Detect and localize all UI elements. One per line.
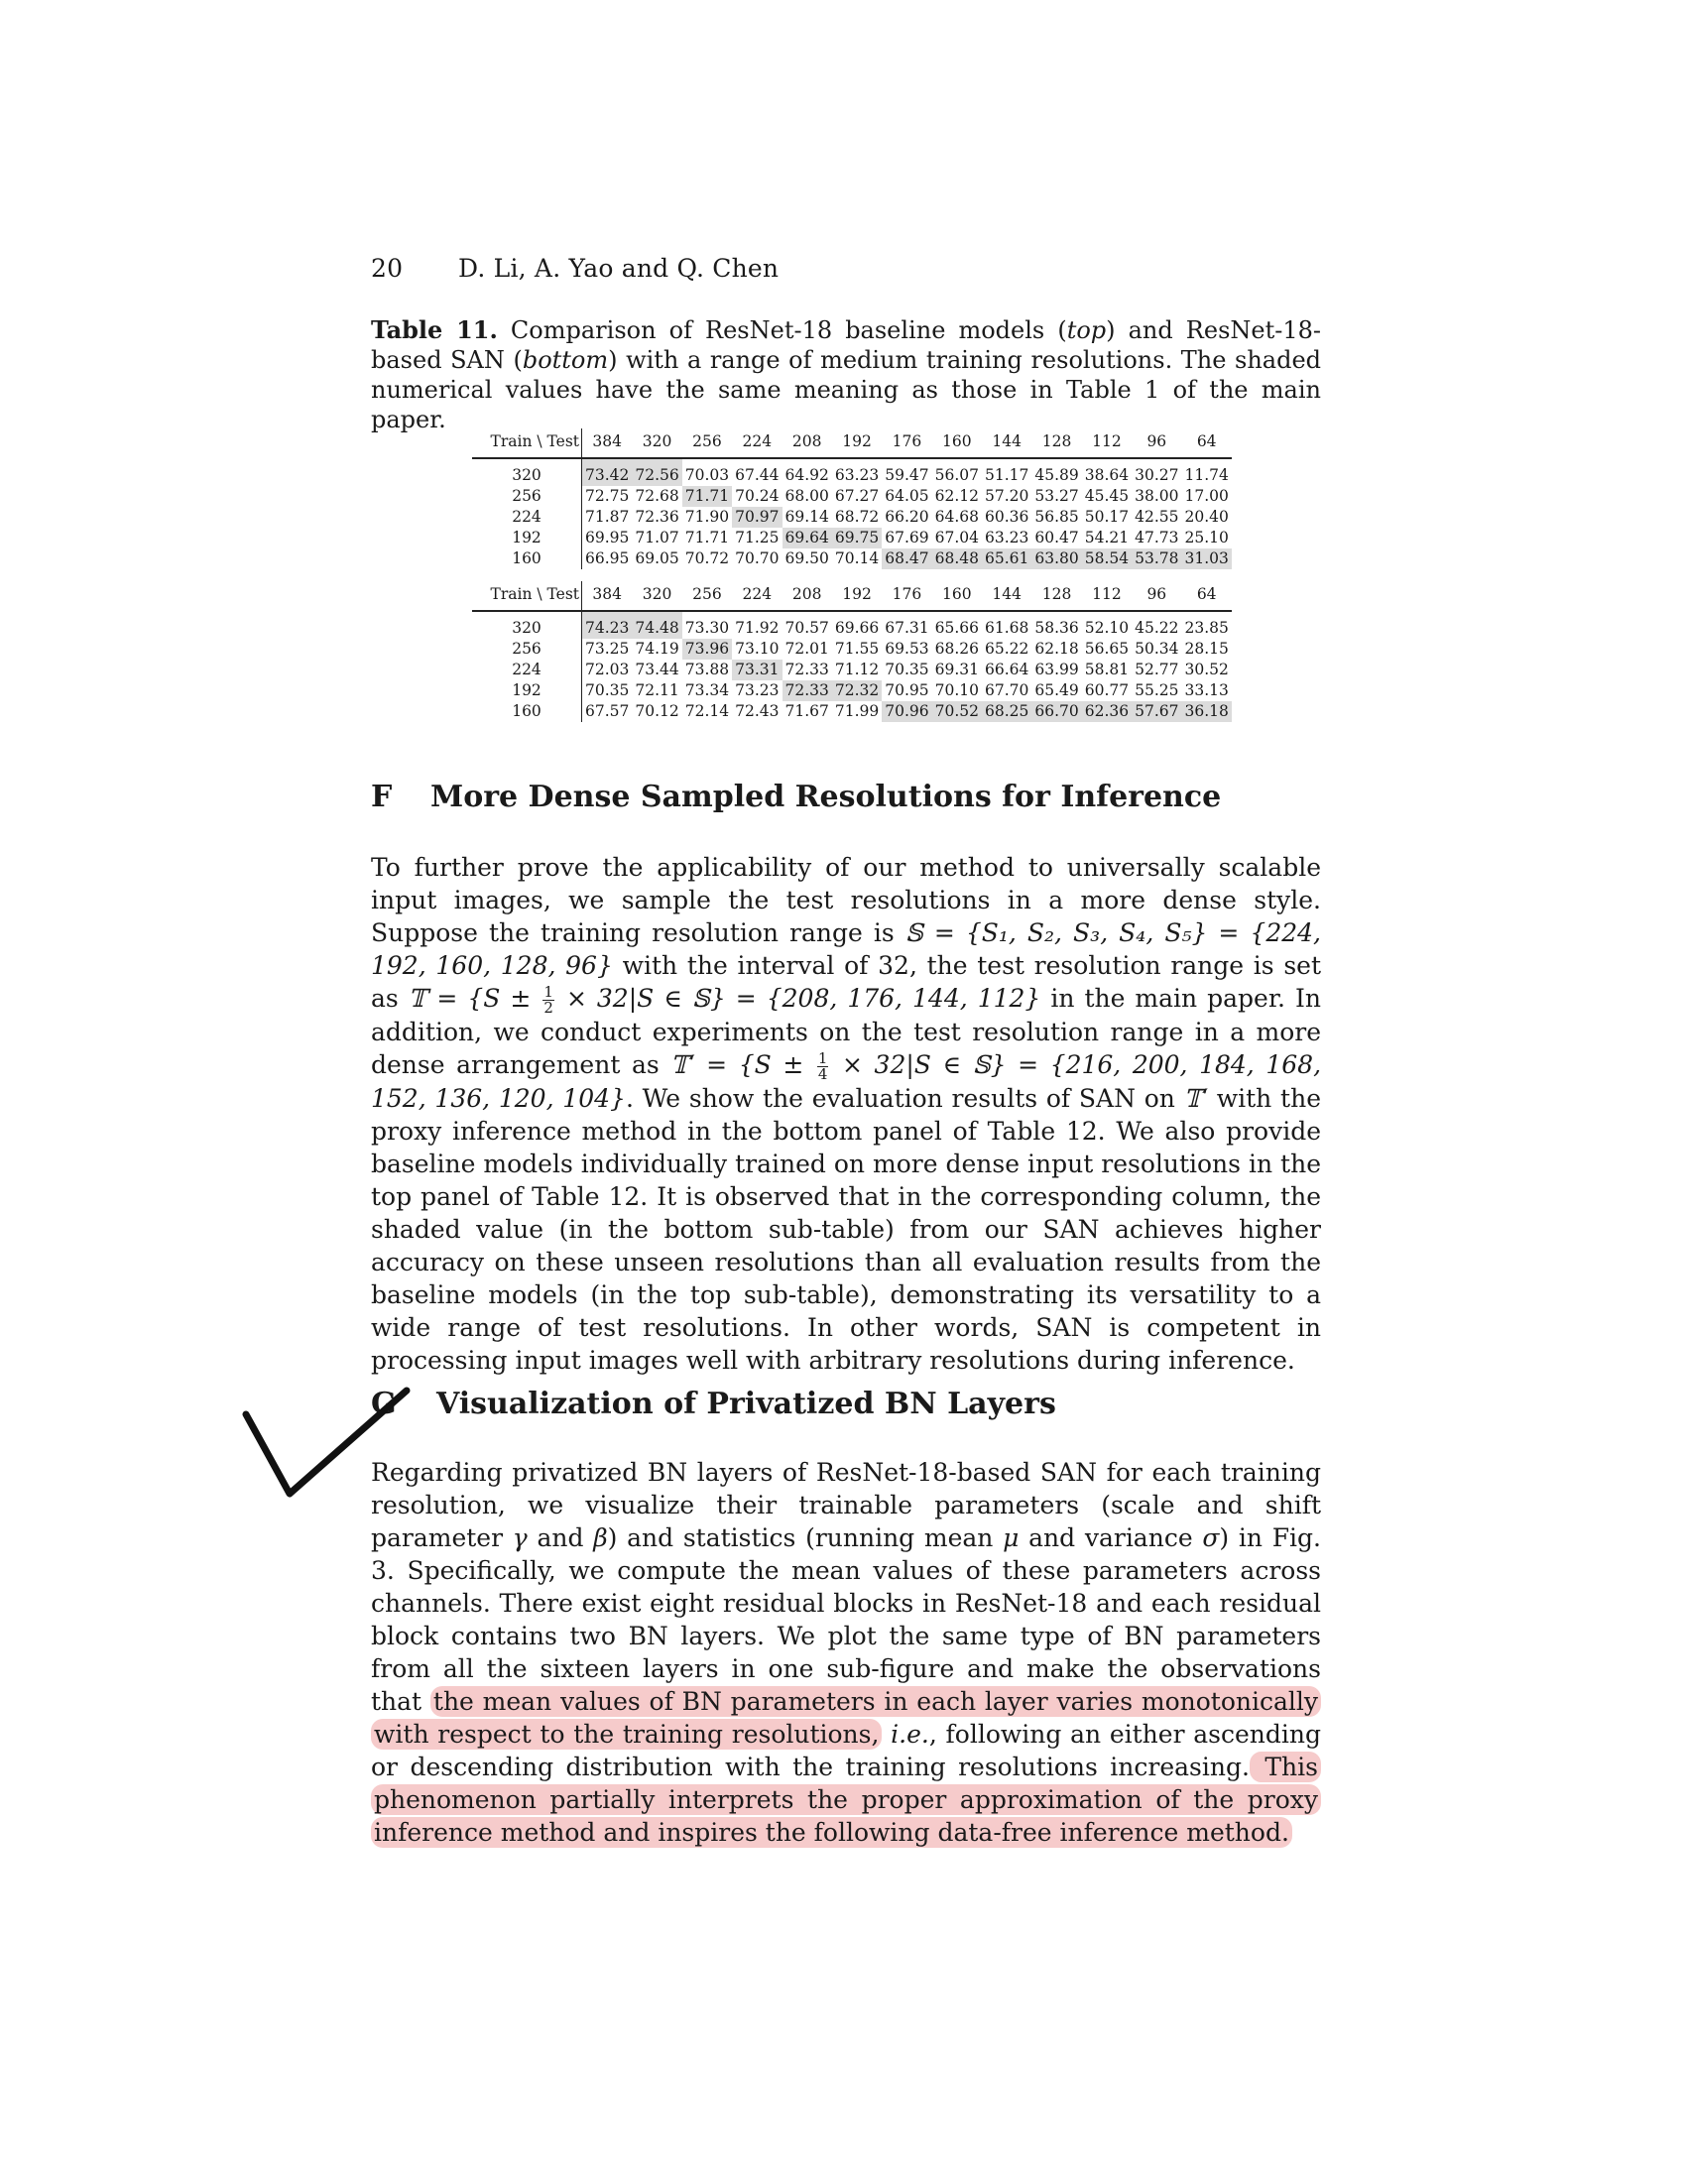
test-resolution-header: 256 xyxy=(682,428,732,458)
accuracy-cell: 63.99 xyxy=(1034,661,1079,678)
accuracy-cell: 69.53 xyxy=(885,640,929,658)
accuracy-cell: 57.67 xyxy=(1132,701,1181,722)
accuracy-cell: 69.66 xyxy=(834,619,880,637)
accuracy-cell: 71.12 xyxy=(834,661,880,678)
accuracy-cell: 72.68 xyxy=(635,487,679,505)
test-resolution-header: 128 xyxy=(1031,428,1081,458)
accuracy-cell: 71.67 xyxy=(784,702,829,720)
accuracy-cell: 74.48 xyxy=(632,611,681,639)
fraction-denominator: 2 xyxy=(543,999,553,1017)
page-number: 20 xyxy=(371,254,404,283)
accuracy-cell: 72.32 xyxy=(832,680,882,701)
test-resolution-header: 144 xyxy=(982,428,1031,458)
accuracy-cell: 53.27 xyxy=(1034,487,1079,505)
train-resolution-label: 256 xyxy=(472,639,582,660)
paragraph-text: with the proxy inference method in the bottom panel of Table 12. We also provide baseline models individually trained on more dense input resolutions in the top panel of Table 12. It is observed that in the corresponding column, the shaded value (in the bottom sub-table) from our SAN achieves higher accuracy on these unseen resolutions than all evaluation results from the baseline models (in the top sub-table), demonstrating its versatility to a wide range of test resolutions. In other words, SAN is competent in processing input images well with arbitrary resolutions during inference. xyxy=(371,1084,1321,1375)
accuracy-cell: 28.15 xyxy=(1184,640,1229,658)
accuracy-cell: 68.00 xyxy=(784,487,829,505)
paragraph-text: and variance xyxy=(1019,1523,1203,1552)
accuracy-cell: 56.65 xyxy=(1084,640,1130,658)
table-row xyxy=(472,611,1232,639)
accuracy-cell: 62.36 xyxy=(1082,701,1132,722)
accuracy-cell: 23.85 xyxy=(1184,619,1229,637)
accuracy-cell: 42.55 xyxy=(1135,508,1179,526)
table-row xyxy=(472,458,1232,486)
running-head-authors: D. Li, A. Yao and Q. Chen xyxy=(458,254,780,283)
math-expression: × 32|S ∈ 𝕊} = {208, 176, 144, 112} xyxy=(555,984,1041,1013)
accuracy-cell: 58.36 xyxy=(1034,619,1079,637)
paragraph-emphasis: i.e. xyxy=(891,1720,929,1749)
math-expression: 𝕋′ xyxy=(1183,1084,1208,1113)
train-resolution-label: 320 xyxy=(472,458,582,486)
accuracy-cell: 71.99 xyxy=(834,702,880,720)
accuracy-cell: 74.23 xyxy=(582,611,633,639)
accuracy-cell: 52.10 xyxy=(1084,619,1130,637)
fraction-numerator: 1 xyxy=(817,1049,828,1067)
accuracy-cell: 31.03 xyxy=(1182,548,1232,569)
table-row xyxy=(472,548,1232,569)
test-resolution-header: 320 xyxy=(632,581,681,611)
accuracy-cell: 63.23 xyxy=(834,466,880,484)
accuracy-cell: 64.68 xyxy=(934,508,979,526)
paragraph-text: ) in Fig. 3. Specifically, we compute the mean values of these parameters across channels. There exist eight residual blocks in ResNet-18 and each residual block contains two BN layers. We plot the same type of BN parameters from all the sixteen layers in one sub-figure and make the observations that xyxy=(371,1523,1321,1716)
table-row xyxy=(472,660,1232,680)
accuracy-cell: 68.48 xyxy=(932,548,982,569)
accuracy-cell: 71.87 xyxy=(585,508,630,526)
table-row xyxy=(472,701,1232,722)
accuracy-cell: 30.27 xyxy=(1135,466,1179,484)
accuracy-cell: 60.47 xyxy=(1034,529,1079,546)
accuracy-cell: 63.23 xyxy=(985,529,1029,546)
caption-text: ) with a range of medium training resolutions. The shaded numerical values have the same meaning as those in Table 1 of the main paper. xyxy=(371,346,1322,433)
accuracy-cell: 11.74 xyxy=(1184,466,1229,484)
baseline-results-table xyxy=(472,428,1232,569)
accuracy-cell: 63.80 xyxy=(1031,548,1081,569)
train-resolution-label: 160 xyxy=(472,548,582,569)
accuracy-cell: 70.35 xyxy=(885,661,929,678)
math-expression: 𝕊 = {S₁, S₂, S₃, S₄, S₅} = {224, 192, 160, 128, 96} xyxy=(371,918,1321,980)
accuracy-cell: 67.04 xyxy=(934,529,979,546)
paragraph-text: , following an either ascending or descending distribution with the training resolutions increasing. xyxy=(371,1720,1321,1781)
table-row xyxy=(472,507,1232,528)
train-resolution-label: 160 xyxy=(472,701,582,722)
test-resolution-header: 192 xyxy=(832,581,882,611)
section-f-paragraph xyxy=(371,851,1321,1377)
accuracy-cell: 72.56 xyxy=(632,458,681,486)
accuracy-cell: 70.57 xyxy=(784,619,829,637)
table-row xyxy=(472,639,1232,660)
accuracy-cell: 67.44 xyxy=(735,466,780,484)
accuracy-cell: 68.72 xyxy=(834,508,880,526)
accuracy-cell: 60.36 xyxy=(985,508,1029,526)
accuracy-cell: 73.96 xyxy=(682,639,732,660)
accuracy-cell: 65.61 xyxy=(982,548,1031,569)
accuracy-cell: 70.14 xyxy=(834,549,880,567)
fraction xyxy=(817,1051,829,1082)
accuracy-cell: 56.07 xyxy=(934,466,979,484)
accuracy-cell: 68.47 xyxy=(882,548,931,569)
accuracy-cell: 72.01 xyxy=(784,640,829,658)
caption-text: ) and ResNet-18-based SAN ( xyxy=(371,316,1322,374)
accuracy-cell: 69.05 xyxy=(635,549,679,567)
test-resolution-header: 224 xyxy=(732,428,782,458)
accuracy-cell: 70.35 xyxy=(585,681,630,699)
accuracy-cell: 72.33 xyxy=(784,661,829,678)
accuracy-cell: 59.47 xyxy=(885,466,929,484)
accuracy-cell: 69.14 xyxy=(784,508,829,526)
test-resolution-header: 112 xyxy=(1082,581,1132,611)
accuracy-cell: 67.31 xyxy=(885,619,929,637)
math-symbol: β xyxy=(593,1523,608,1552)
table-row xyxy=(472,528,1232,548)
accuracy-cell: 70.03 xyxy=(684,466,730,484)
test-resolution-header: 144 xyxy=(982,581,1031,611)
math-expression: 𝕋 = {S ± xyxy=(408,984,542,1013)
accuracy-cell: 73.88 xyxy=(684,661,730,678)
train-resolution-label: 192 xyxy=(472,528,582,548)
accuracy-cell: 73.34 xyxy=(684,681,730,699)
accuracy-cell: 67.27 xyxy=(834,487,880,505)
accuracy-cell: 69.50 xyxy=(784,549,829,567)
text-highlight: This phenomenon partially interprets the proper approximation of the proxy inference method and inspires the following data-free inference method. xyxy=(371,1752,1321,1848)
caption-emphasis: top xyxy=(1066,316,1107,344)
section-title: Visualization of Privatized BN Layers xyxy=(436,1387,1056,1421)
accuracy-cell: 72.75 xyxy=(585,487,630,505)
test-resolution-header: 64 xyxy=(1182,428,1232,458)
accuracy-cell: 57.20 xyxy=(985,487,1029,505)
accuracy-cell: 47.73 xyxy=(1135,529,1179,546)
accuracy-cell: 71.07 xyxy=(635,529,679,546)
fraction-numerator: 1 xyxy=(543,983,553,1001)
test-resolution-header: 64 xyxy=(1182,581,1232,611)
accuracy-cell: 65.49 xyxy=(1034,681,1079,699)
accuracy-cell: 69.64 xyxy=(783,528,832,548)
accuracy-cell: 62.12 xyxy=(934,487,979,505)
paragraph-text: in the main paper. In addition, we conduct experiments on the test resolution range in a more dense arrangement as xyxy=(371,984,1321,1079)
accuracy-cell: 50.34 xyxy=(1135,640,1179,658)
accuracy-cell: 62.18 xyxy=(1034,640,1079,658)
section-heading-g xyxy=(371,1387,1056,1421)
accuracy-cell: 72.03 xyxy=(585,661,630,678)
accuracy-cell: 70.95 xyxy=(885,681,929,699)
paragraph-text xyxy=(882,1720,891,1749)
paragraph-text: ) and statistics (running mean xyxy=(607,1523,1004,1552)
paragraph-text: with the interval of 32, the test resolution range is set as xyxy=(371,951,1321,1013)
table-corner-header: Train \ Test xyxy=(472,581,582,611)
accuracy-cell: 50.17 xyxy=(1084,508,1130,526)
accuracy-cell: 66.64 xyxy=(985,661,1029,678)
paragraph-text: and xyxy=(527,1523,594,1552)
accuracy-cell: 74.19 xyxy=(635,640,679,658)
accuracy-cell: 73.23 xyxy=(735,681,780,699)
accuracy-cell: 58.81 xyxy=(1084,661,1130,678)
accuracy-cell: 73.25 xyxy=(585,640,630,658)
accuracy-cell: 72.36 xyxy=(635,508,679,526)
paragraph-text: To further prove the applicability of our method to universally scalable input images, we sample the test resolutions in a more dense style. Suppose the training resolution range is xyxy=(371,853,1321,947)
text-highlight: the mean values of BN parameters in each layer varies monotonically with respect to the training resolutions, xyxy=(371,1686,1321,1750)
math-symbol: μ xyxy=(1003,1523,1020,1552)
accuracy-cell: 61.68 xyxy=(985,619,1029,637)
table-row xyxy=(472,486,1232,507)
accuracy-cell: 71.71 xyxy=(684,529,730,546)
accuracy-cell: 54.21 xyxy=(1084,529,1130,546)
accuracy-cell: 71.55 xyxy=(834,640,880,658)
fraction xyxy=(542,985,554,1016)
accuracy-cell: 71.90 xyxy=(684,508,730,526)
accuracy-cell: 70.96 xyxy=(882,701,931,722)
accuracy-cell: 45.45 xyxy=(1084,487,1130,505)
train-resolution-label: 224 xyxy=(472,660,582,680)
section-g-paragraph xyxy=(371,1456,1321,1849)
accuracy-cell: 68.25 xyxy=(982,701,1031,722)
accuracy-cell: 69.75 xyxy=(832,528,882,548)
test-resolution-header: 208 xyxy=(783,428,832,458)
test-resolution-header: 384 xyxy=(582,428,633,458)
accuracy-cell: 72.14 xyxy=(684,702,730,720)
accuracy-cell: 56.85 xyxy=(1034,508,1079,526)
accuracy-cell: 67.57 xyxy=(585,702,630,720)
math-expression: × 32|S ∈ 𝕊} = {216, 200, 184, 168, 152, 136, 120, 104} xyxy=(371,1050,1322,1113)
accuracy-cell: 64.05 xyxy=(885,487,929,505)
accuracy-cell: 73.31 xyxy=(732,660,782,680)
accuracy-cell: 68.26 xyxy=(934,640,979,658)
section-number: G xyxy=(371,1387,397,1421)
test-resolution-header: 224 xyxy=(732,581,782,611)
accuracy-cell: 66.95 xyxy=(585,549,630,567)
section-heading-f xyxy=(371,780,1221,814)
test-resolution-header: 176 xyxy=(882,428,931,458)
accuracy-cell: 55.25 xyxy=(1135,681,1179,699)
test-resolution-header: 192 xyxy=(832,428,882,458)
accuracy-cell: 67.69 xyxy=(885,529,929,546)
test-resolution-header: 128 xyxy=(1031,581,1081,611)
train-resolution-label: 256 xyxy=(472,486,582,507)
accuracy-cell: 67.70 xyxy=(985,681,1029,699)
accuracy-cell: 73.10 xyxy=(735,640,780,658)
accuracy-cell: 70.97 xyxy=(732,507,782,528)
san-results-table xyxy=(472,581,1232,722)
table-caption xyxy=(371,315,1321,434)
accuracy-cell: 64.92 xyxy=(784,466,829,484)
accuracy-cell: 30.52 xyxy=(1184,661,1229,678)
test-resolution-header: 176 xyxy=(882,581,931,611)
test-resolution-header: 208 xyxy=(783,581,832,611)
checkmark-annotation-icon xyxy=(238,1373,417,1512)
test-resolution-header: 112 xyxy=(1082,428,1132,458)
accuracy-cell: 72.33 xyxy=(783,680,832,701)
accuracy-cell: 73.44 xyxy=(635,661,679,678)
math-expression: 𝕋′ = {S ± xyxy=(670,1050,815,1079)
accuracy-cell: 25.10 xyxy=(1184,529,1229,546)
accuracy-cell: 70.24 xyxy=(735,487,780,505)
accuracy-cell: 70.12 xyxy=(635,702,679,720)
accuracy-cell: 58.54 xyxy=(1082,548,1132,569)
accuracy-cell: 71.71 xyxy=(682,486,732,507)
test-resolution-header: 384 xyxy=(582,581,633,611)
accuracy-cell: 71.92 xyxy=(735,619,780,637)
table-corner-header: Train \ Test xyxy=(472,428,582,458)
accuracy-cell: 53.78 xyxy=(1132,548,1181,569)
test-resolution-header: 96 xyxy=(1132,428,1181,458)
accuracy-cell: 69.95 xyxy=(585,529,630,546)
accuracy-cell: 70.10 xyxy=(934,681,979,699)
math-symbol: γ xyxy=(512,1523,528,1552)
caption-emphasis: bottom xyxy=(522,346,609,374)
section-number: F xyxy=(371,780,393,814)
accuracy-cell: 66.20 xyxy=(885,508,929,526)
test-resolution-header: 160 xyxy=(932,428,982,458)
accuracy-cell: 38.64 xyxy=(1084,466,1130,484)
accuracy-cell: 38.00 xyxy=(1135,487,1179,505)
paragraph-text: Regarding privatized BN layers of ResNet-18-based SAN for each training resolution, we visualize their trainable parameters (scale and shift parameter xyxy=(371,1458,1321,1552)
accuracy-cell: 65.66 xyxy=(934,619,979,637)
test-resolution-header: 96 xyxy=(1132,581,1181,611)
accuracy-cell: 65.22 xyxy=(985,640,1029,658)
train-resolution-label: 224 xyxy=(472,507,582,528)
accuracy-cell: 66.70 xyxy=(1031,701,1081,722)
train-resolution-label: 192 xyxy=(472,680,582,701)
train-resolution-label: 320 xyxy=(472,611,582,639)
test-resolution-header: 256 xyxy=(682,581,732,611)
accuracy-cell: 52.77 xyxy=(1135,661,1179,678)
table-row xyxy=(472,680,1232,701)
test-resolution-header: 320 xyxy=(632,428,681,458)
accuracy-cell: 69.31 xyxy=(934,661,979,678)
math-symbol: σ xyxy=(1202,1523,1220,1552)
accuracy-cell: 17.00 xyxy=(1184,487,1229,505)
accuracy-cell: 45.89 xyxy=(1034,466,1079,484)
test-resolution-header: 160 xyxy=(932,581,982,611)
accuracy-cell: 70.72 xyxy=(684,549,730,567)
accuracy-cell: 51.17 xyxy=(985,466,1029,484)
accuracy-cell: 70.52 xyxy=(932,701,982,722)
accuracy-cell: 72.11 xyxy=(635,681,679,699)
table-caption-label: Table 11. xyxy=(371,315,498,344)
accuracy-cell: 36.18 xyxy=(1182,701,1232,722)
accuracy-cell: 71.25 xyxy=(735,529,780,546)
caption-text: Comparison of ResNet-18 baseline models ( xyxy=(497,316,1067,344)
paragraph-text: . We show the evaluation results of SAN on xyxy=(625,1084,1184,1113)
accuracy-cell: 33.13 xyxy=(1184,681,1229,699)
accuracy-cell: 45.22 xyxy=(1135,619,1179,637)
fraction-denominator: 4 xyxy=(817,1065,828,1083)
accuracy-cell: 73.42 xyxy=(582,458,633,486)
section-title: More Dense Sampled Resolutions for Inference xyxy=(430,780,1222,814)
accuracy-cell: 73.30 xyxy=(684,619,730,637)
running-head xyxy=(371,254,779,283)
accuracy-cell: 60.77 xyxy=(1084,681,1130,699)
accuracy-cell: 72.43 xyxy=(735,702,780,720)
accuracy-cell: 70.70 xyxy=(735,549,780,567)
accuracy-cell: 20.40 xyxy=(1184,508,1229,526)
